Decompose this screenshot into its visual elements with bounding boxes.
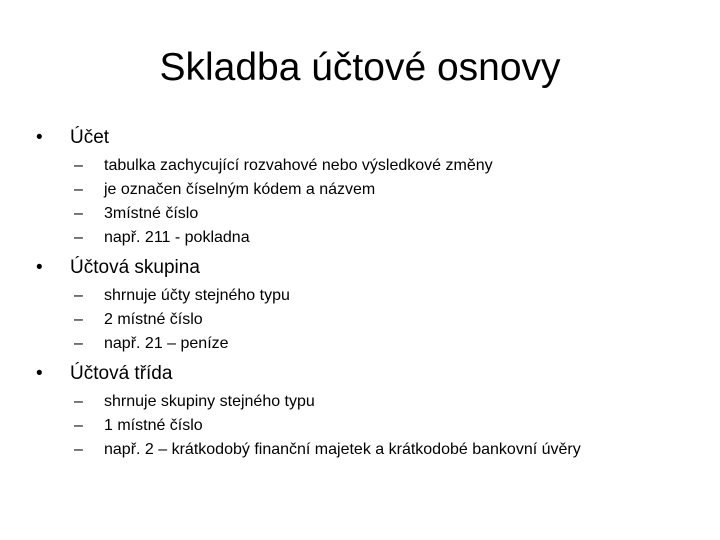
sub-item-text: např. 211 - pokladna [104, 229, 250, 246]
sub-item-text: shrnuje skupiny stejného typu [104, 393, 315, 410]
sub-item [74, 202, 696, 226]
dash-icon: – [74, 181, 83, 198]
sub-item [74, 226, 696, 250]
sub-item-text: je označen číselným kódem a názvem [104, 181, 376, 198]
sub-item [74, 154, 696, 178]
sub-item-text: 2 místné číslo [104, 311, 203, 328]
section-uctova-skupina [36, 254, 696, 356]
bullet-icon: • [36, 127, 43, 148]
sub-item [74, 438, 696, 462]
section-heading: Účtová třída [70, 363, 173, 384]
sub-item-text: např. 2 – krátkodobý finanční majetek a krátkodobé bankovní úvěry [104, 441, 581, 458]
dash-icon: – [74, 417, 83, 434]
dash-icon: – [74, 335, 83, 352]
sub-item-text: tabulka zachycující rozvahové nebo výsledkové změny [104, 157, 493, 174]
sub-item [74, 414, 696, 438]
slide-title: Skladba účtové osnovy [159, 46, 561, 89]
dash-icon: – [74, 311, 83, 328]
section-heading: Účet [70, 127, 110, 148]
slide-content [36, 124, 696, 466]
sub-list [36, 284, 696, 356]
section-heading: Účtová skupina [70, 257, 200, 278]
sub-item [74, 308, 696, 332]
bullet-icon: • [36, 363, 43, 384]
sub-item-text: 3místné číslo [104, 205, 199, 222]
dash-icon: – [74, 157, 83, 174]
dash-icon: – [74, 287, 83, 304]
sub-item [74, 178, 696, 202]
sub-list [36, 154, 696, 250]
sub-item [74, 332, 696, 356]
bullet-icon: • [36, 257, 43, 278]
section-ucet [36, 124, 696, 250]
sub-item-text: 1 místné číslo [104, 417, 203, 434]
dash-icon: – [74, 229, 83, 246]
bullet-item [36, 254, 696, 282]
section-uctova-trida [36, 360, 696, 462]
dash-icon: – [74, 393, 83, 410]
sub-item-text: shrnuje účty stejného typu [104, 287, 290, 304]
bullet-item [36, 124, 696, 152]
sub-item [74, 390, 696, 414]
sub-item-text: např. 21 – peníze [104, 335, 229, 352]
bullet-item [36, 360, 696, 388]
sub-list [36, 390, 696, 462]
dash-icon: – [74, 205, 83, 222]
dash-icon: – [74, 441, 83, 458]
sub-item [74, 284, 696, 308]
